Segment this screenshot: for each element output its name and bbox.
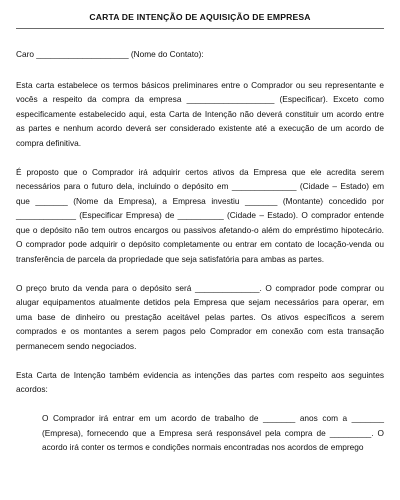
- spacer: [16, 150, 384, 165]
- spacer: [16, 353, 384, 368]
- document-title: CARTA DE INTENÇÃO DE AQUISIÇÃO DE EMPRESA: [89, 12, 311, 22]
- title-divider: [16, 28, 384, 29]
- paragraph-employment: O Comprador irá entrar em um acordo de trabalho de _______ anos com a _______ (Empresa), fornecendo que a Empresa será responsável pela compra de _________. O acordo irá conter os termos e condições normais encontradas nos acordos de emprego: [42, 413, 384, 452]
- paragraph-intro: Esta carta estabelece os termos básicos preliminares entre o Comprador ou seu representante e vocês a respeito da compra da empresa ___________________ (Especificar). Exceto como especificamente estabelecido aqui, esta Carta de Intenção não deverá constituir um acordo entre as partes e nenhum acordo deverá ser considerado existente até a execução de um acordo de compra definitiva.: [16, 79, 384, 148]
- paragraph-assets: É proposto que o Comprador irá adquirir certos ativos da Empresa que ele acredita serem necessários para o futuro dela, incluindo o depósito em ______________ (Cidade – Estado) em que _______ (Nome da Empresa), a Empresa investiu _______ (Montante) concedido por _____________ (Especificar Empresa) de __________ (Cidade – Estado). O comprador entende que o depósito não tem outros encargos ou passivos afetando-o além do empréstimo hipotecário. O comprador pode adquirir o depósito completamente ou entrar em contato de locação-venda ou transferência de parcela da propriedade que seja satisfatória para ambas as partes.: [16, 166, 384, 264]
- spacer: [16, 397, 384, 412]
- spacer: [16, 266, 384, 281]
- paragraph-agreements: Esta Carta de Intenção também evidencia as intenções das partes com respeito aos seguintes acordos:: [16, 369, 384, 394]
- salutation: Caro ____________________ (Nome do Contato):: [16, 49, 204, 59]
- paragraph-price: O preço bruto da venda para o depósito será ______________. O comprador pode comprar ou alugar equipamentos atualmente detidos pela Empresa que sejam necessários para operar, em uma base de dinheiro ou prestação aceitável pelas partes. Os ativos específicos a serem comprados e os montantes a serem pagos pelo Comprador em conexão com esta transação permanecem sendo negociados.: [16, 282, 384, 351]
